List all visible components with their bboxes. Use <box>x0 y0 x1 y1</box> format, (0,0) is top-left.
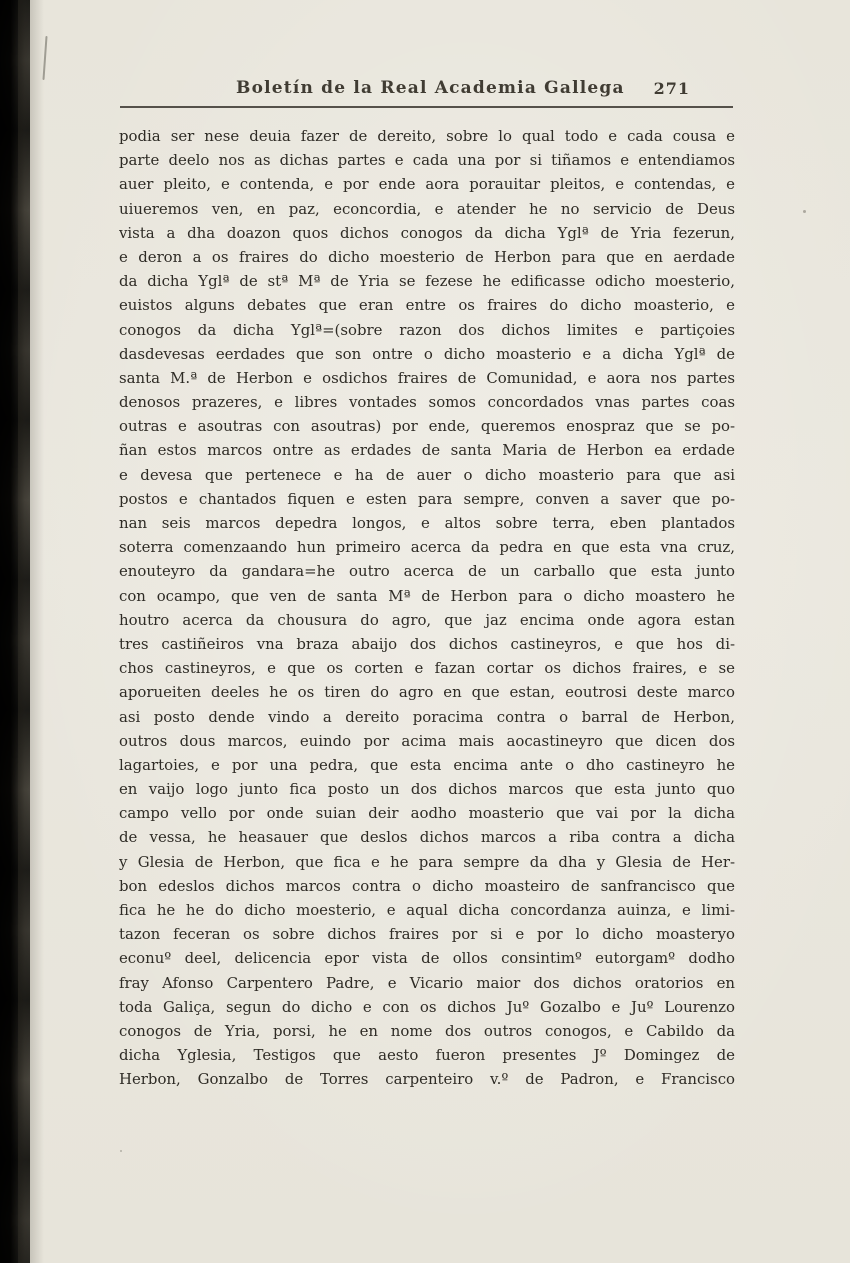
body-text-line: houtro acerca da chousura do agro, que jaz encima onde agora estan <box>119 610 735 629</box>
header-rule <box>120 106 733 108</box>
body-text-line: denosos prazeres, e libres vontades somos concordados vnas partes coas <box>119 393 735 412</box>
body-text-line: podia ser nese deuia fazer de dereito, sobre lo qual todo e cada cousa e <box>119 127 735 145</box>
body-text-line: en vaijo logo junto fica posto un dos dichos marcos que esta junto quo <box>119 780 735 799</box>
page-number: 271 <box>653 79 690 98</box>
book-binding-shadow <box>18 0 44 1263</box>
body-text-line: con ocampo, que ven de santa Mª de Herbon para o dicho moastero he <box>119 586 735 605</box>
body-text-line: outras e asoutras con asoutras) por ende, queremos enospraz que se po- <box>119 417 735 436</box>
body-text-line: uiueremos ven, en paz, econcordia, e atender he no servicio de Deus <box>119 199 735 218</box>
paper-speck <box>120 1150 122 1152</box>
body-text-line: outros dous marcos, euindo por acima mais aocastineyro que dicen dos <box>119 731 735 750</box>
body-text-line: bon edeslos dichos marcos contra o dicho moasteiro de sanfrancisco que <box>119 876 735 895</box>
body-text-line: chos castineyros, e que os corten e fazan cortar os dichos fraires, e se <box>119 659 735 678</box>
body-text-line: soterra comenzaando hun primeiro acerca da pedra en que esta vna cruz, <box>119 538 735 557</box>
body-text-line: conogos da dicha Yglª=(sobre razon dos dichos limites e partiçoies <box>119 320 735 339</box>
body-text-line: parte deelo nos as dichas partes e cada una por si tiñamos e entendiamos <box>119 151 735 170</box>
body-text-line: euistos alguns debates que eran entre os fraires do dicho moasterio, e <box>119 296 735 315</box>
body-text-line: y Glesia de Herbon, que fica e he para sempre da dha y Glesia de Her- <box>119 852 735 871</box>
body-text-line: conogos de Yria, porsi, he en nome dos outros conogos, e Cabildo da <box>119 1021 735 1040</box>
body-text-line: enouteyro da gandara=he outro acerca de un carballo que esta junto <box>119 562 735 581</box>
body-text-line: econuº deel, delicencia epor vista de ollos consintimº eutorgamº dodho <box>119 949 735 968</box>
body-text-line: santa M.ª de Herbon e osdichos fraires de Comunidad, e aora nos partes <box>119 368 735 387</box>
body-text-line: Herbon, Gonzalbo de Torres carpenteiro v.º de Padron, e Francisco <box>119 1070 735 1089</box>
body-text-line: dasdevesas eerdades que son ontre o dicho moasterio e a dicha Yglª de <box>119 344 735 363</box>
body-text-line: auer pleito, e contenda, e por ende aora porauitar pleitos, e contendas, e <box>119 175 735 194</box>
body-text-line: toda Galiça, segun do dicho e con os dichos Juº Gozalbo e Juº Lourenzo <box>119 997 735 1016</box>
body-text-line: aporueiten deeles he os tiren do agro en que estan, eoutrosi deste marco <box>119 683 735 702</box>
body-text-line: vista a dha doazon quos dichos conogos da dicha Yglª de Yria fezerun, <box>119 223 735 242</box>
page-header <box>120 78 734 102</box>
body-text-line: postos e chantados fiquen e esten para sempre, conven a saver que po- <box>119 489 735 508</box>
journal-title: Boletín de la Real Academia Gallega <box>236 78 625 98</box>
body-text-line: campo vello por onde suian deir aodho moasterio que vai por la dicha <box>119 804 735 823</box>
body-text-line: tres castiñeiros vna braza abaijo dos dichos castineyros, e que hos di- <box>119 634 735 653</box>
body-text-line: lagartoies, e por una pedra, que esta encima ante o dho castineyro he <box>119 755 735 774</box>
body-text-line: dicha Yglesia, Testigos que aesto fueron presentes Jº Domingez de <box>119 1046 735 1065</box>
body-text <box>119 124 735 1092</box>
body-text-line: fica he he do dicho moesterio, e aqual dicha concordanza auinza, e limi- <box>119 901 735 919</box>
body-text-line: e devesa que pertenece e ha de auer o dicho moasterio para que asi <box>119 465 735 484</box>
body-text-line: fray Afonso Carpentero Padre, e Vicario maior dos dichos oratorios en <box>119 973 735 992</box>
body-text-line: tazon feceran os sobre dichos fraires por si e por lo dicho moasteryo <box>119 925 735 944</box>
paper-speck <box>803 210 806 213</box>
body-text-line: e deron a os fraires do dicho moesterio de Herbon para que en aerdade <box>119 247 735 266</box>
body-text-line: de vessa, he heasauer que deslos dichos marcos a riba contra a dicha <box>119 828 735 847</box>
body-text-line: nan seis marcos depedra longos, e altos sobre terra, eben plantados <box>119 514 735 532</box>
body-text-line: da dicha Yglª de stª Mª de Yria se fezese he edificasse odicho moesterio, <box>119 272 735 291</box>
body-text-line: ñan estos marcos ontre as erdades de santa Maria de Herbon ea erdade <box>119 441 735 460</box>
body-text-line: asi posto dende vindo a dereito poracima contra o barral de Herbon, <box>119 707 735 726</box>
